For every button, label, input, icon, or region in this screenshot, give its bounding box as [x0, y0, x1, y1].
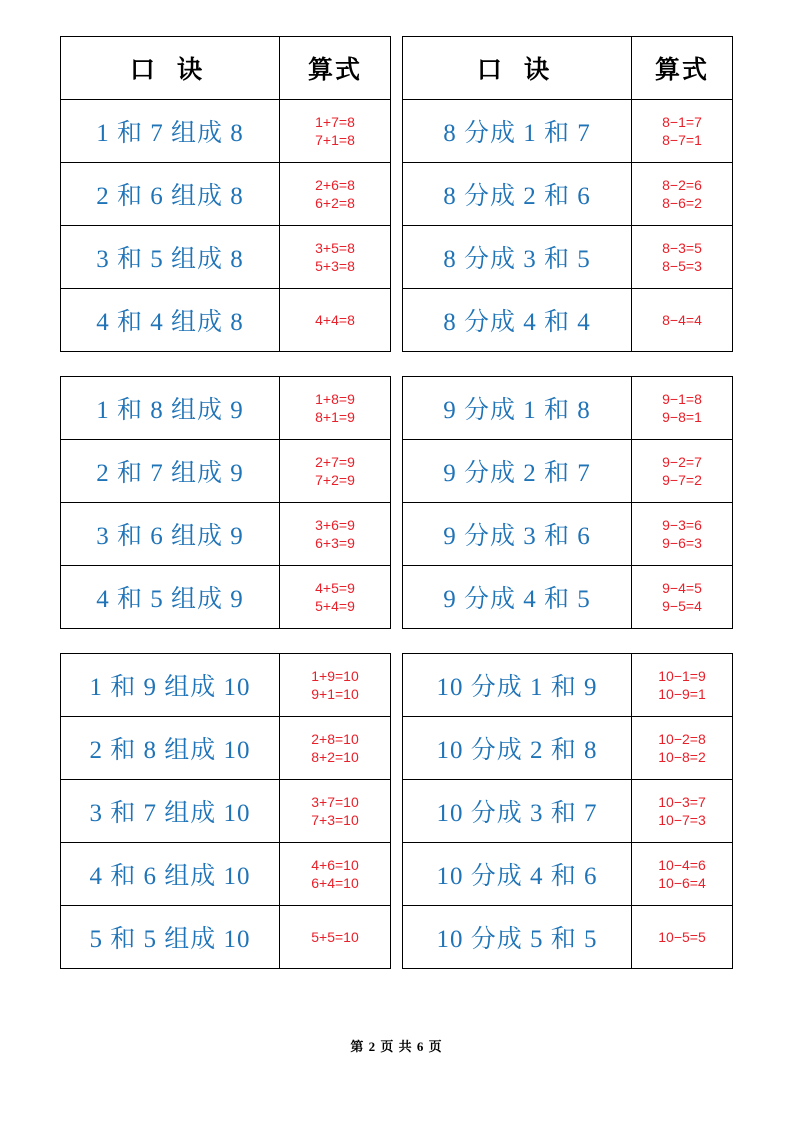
formula-cell: 5 和 5 组成 10 [61, 906, 280, 969]
tables-container [60, 36, 733, 969]
expression-line: 10−7=3 [658, 812, 706, 828]
expression-line: 8+1=9 [315, 409, 355, 425]
formula-cell: 9 分成 4 和 5 [403, 566, 632, 629]
expression-line: 10−5=5 [658, 929, 706, 945]
formula-cell: 9 分成 1 和 8 [403, 377, 632, 440]
expression-cell [280, 163, 391, 226]
table-row [403, 717, 733, 780]
decomposition-table [402, 653, 733, 969]
formula-cell: 8 分成 1 和 7 [403, 100, 632, 163]
expression-line: 6+3=9 [315, 535, 355, 551]
expression-line: 5+4=9 [315, 598, 355, 614]
expression-line: 9−3=6 [662, 517, 702, 533]
expression-line: 6+2=8 [315, 195, 355, 211]
expression-line: 9−2=7 [662, 454, 702, 470]
formula-cell: 3 和 5 组成 8 [61, 226, 280, 289]
formula-cell: 10 分成 3 和 7 [403, 780, 632, 843]
expression-line: 10−8=2 [658, 749, 706, 765]
table-header-row [61, 37, 391, 100]
formula-cell: 2 和 6 组成 8 [61, 163, 280, 226]
expression-line: 9−5=4 [662, 598, 702, 614]
table-row [61, 163, 391, 226]
expression-line: 8−3=5 [662, 240, 702, 256]
expression-cell [632, 100, 733, 163]
formula-cell: 10 分成 1 和 9 [403, 654, 632, 717]
expression-cell [632, 503, 733, 566]
formula-cell: 2 和 7 组成 9 [61, 440, 280, 503]
expression-cell [632, 843, 733, 906]
expression-cell [280, 226, 391, 289]
table-row [61, 226, 391, 289]
expression-line: 8−1=7 [662, 114, 702, 130]
formula-cell: 2 和 8 组成 10 [61, 717, 280, 780]
expression-line: 1+8=9 [315, 391, 355, 407]
formula-cell: 10 分成 2 和 8 [403, 717, 632, 780]
expression-line: 10−4=6 [658, 857, 706, 873]
left-column [60, 36, 391, 969]
expression-line: 3+6=9 [315, 517, 355, 533]
formula-cell: 3 和 7 组成 10 [61, 780, 280, 843]
expression-cell [280, 780, 391, 843]
right-column [402, 36, 733, 969]
expression-cell [280, 503, 391, 566]
table-row [61, 843, 391, 906]
expression-line: 1+7=8 [315, 114, 355, 130]
formula-cell: 3 和 6 组成 9 [61, 503, 280, 566]
table-row [61, 780, 391, 843]
decomposition-table [402, 36, 733, 352]
expression-cell [280, 566, 391, 629]
formula-cell: 1 和 7 组成 8 [61, 100, 280, 163]
page-footer: 第 2 页 共 6 页 [350, 1039, 443, 1054]
expression-cell [632, 717, 733, 780]
expression-line: 1+9=10 [311, 668, 359, 684]
table-header-row [403, 37, 733, 100]
expression-line: 8+2=10 [311, 749, 359, 765]
table-row [61, 377, 391, 440]
formula-cell: 8 分成 2 和 6 [403, 163, 632, 226]
expression-cell [280, 843, 391, 906]
expression-cell [280, 654, 391, 717]
expression-line: 10−9=1 [658, 686, 706, 702]
expression-line: 3+5=8 [315, 240, 355, 256]
table-row [61, 100, 391, 163]
expression-cell [632, 289, 733, 352]
column-header-formula: 口 诀 [61, 37, 280, 100]
expression-line: 8−2=6 [662, 177, 702, 193]
expression-line: 7+3=10 [311, 812, 359, 828]
expression-line: 8−4=4 [662, 312, 702, 328]
decomposition-table [60, 653, 391, 969]
formula-cell: 8 分成 3 和 5 [403, 226, 632, 289]
expression-line: 7+2=9 [315, 472, 355, 488]
table-row [403, 226, 733, 289]
table-gap [402, 352, 733, 376]
expression-cell [280, 440, 391, 503]
expression-line: 9−4=5 [662, 580, 702, 596]
expression-line: 5+5=10 [311, 929, 359, 945]
expression-line: 8−6=2 [662, 195, 702, 211]
table-row [61, 566, 391, 629]
table-row [61, 654, 391, 717]
table-row [403, 654, 733, 717]
formula-cell: 9 分成 2 和 7 [403, 440, 632, 503]
expression-cell [632, 163, 733, 226]
table-row [61, 503, 391, 566]
formula-cell: 4 和 6 组成 10 [61, 843, 280, 906]
decomposition-table [402, 376, 733, 629]
table-row [61, 906, 391, 969]
table-gap [60, 629, 391, 653]
expression-line: 10−3=7 [658, 794, 706, 810]
formula-cell: 4 和 4 组成 8 [61, 289, 280, 352]
formula-cell: 9 分成 3 和 6 [403, 503, 632, 566]
table-gap [60, 352, 391, 376]
column-header-expression: 算式 [280, 37, 391, 100]
expression-line: 4+4=8 [315, 312, 355, 328]
expression-line: 10−2=8 [658, 731, 706, 747]
expression-line: 9−7=2 [662, 472, 702, 488]
expression-line: 3+7=10 [311, 794, 359, 810]
expression-cell [632, 780, 733, 843]
formula-cell: 4 和 5 组成 9 [61, 566, 280, 629]
table-row [403, 906, 733, 969]
table-row [61, 440, 391, 503]
expression-line: 10−1=9 [658, 668, 706, 684]
expression-line: 2+8=10 [311, 731, 359, 747]
table-row [403, 566, 733, 629]
expression-cell [280, 289, 391, 352]
expression-line: 9−8=1 [662, 409, 702, 425]
table-row [403, 377, 733, 440]
decomposition-table [60, 36, 391, 352]
column-header-formula: 口 诀 [403, 37, 632, 100]
expression-cell [280, 377, 391, 440]
expression-line: 5+3=8 [315, 258, 355, 274]
expression-line: 10−6=4 [658, 875, 706, 891]
table-row [403, 289, 733, 352]
table-row [403, 503, 733, 566]
table-row [403, 843, 733, 906]
expression-line: 9+1=10 [311, 686, 359, 702]
expression-cell [632, 566, 733, 629]
decomposition-table [60, 376, 391, 629]
formula-cell: 1 和 9 组成 10 [61, 654, 280, 717]
expression-cell [280, 717, 391, 780]
expression-line: 9−6=3 [662, 535, 702, 551]
expression-cell [632, 377, 733, 440]
expression-line: 2+6=8 [315, 177, 355, 193]
expression-line: 2+7=9 [315, 454, 355, 470]
expression-cell [632, 906, 733, 969]
expression-cell [632, 226, 733, 289]
expression-line: 8−7=1 [662, 132, 702, 148]
expression-line: 4+6=10 [311, 857, 359, 873]
table-row [403, 163, 733, 226]
column-header-expression: 算式 [632, 37, 733, 100]
table-row [61, 289, 391, 352]
expression-line: 9−1=8 [662, 391, 702, 407]
table-gap [402, 629, 733, 653]
expression-line: 8−5=3 [662, 258, 702, 274]
expression-cell [280, 100, 391, 163]
expression-line: 7+1=8 [315, 132, 355, 148]
expression-cell [632, 440, 733, 503]
formula-cell: 8 分成 4 和 4 [403, 289, 632, 352]
formula-cell: 1 和 8 组成 9 [61, 377, 280, 440]
table-row [403, 100, 733, 163]
expression-cell [632, 654, 733, 717]
expression-cell [280, 906, 391, 969]
expression-line: 6+4=10 [311, 875, 359, 891]
table-row [403, 440, 733, 503]
formula-cell: 10 分成 4 和 6 [403, 843, 632, 906]
expression-line: 4+5=9 [315, 580, 355, 596]
table-row [61, 717, 391, 780]
table-row [403, 780, 733, 843]
formula-cell: 10 分成 5 和 5 [403, 906, 632, 969]
